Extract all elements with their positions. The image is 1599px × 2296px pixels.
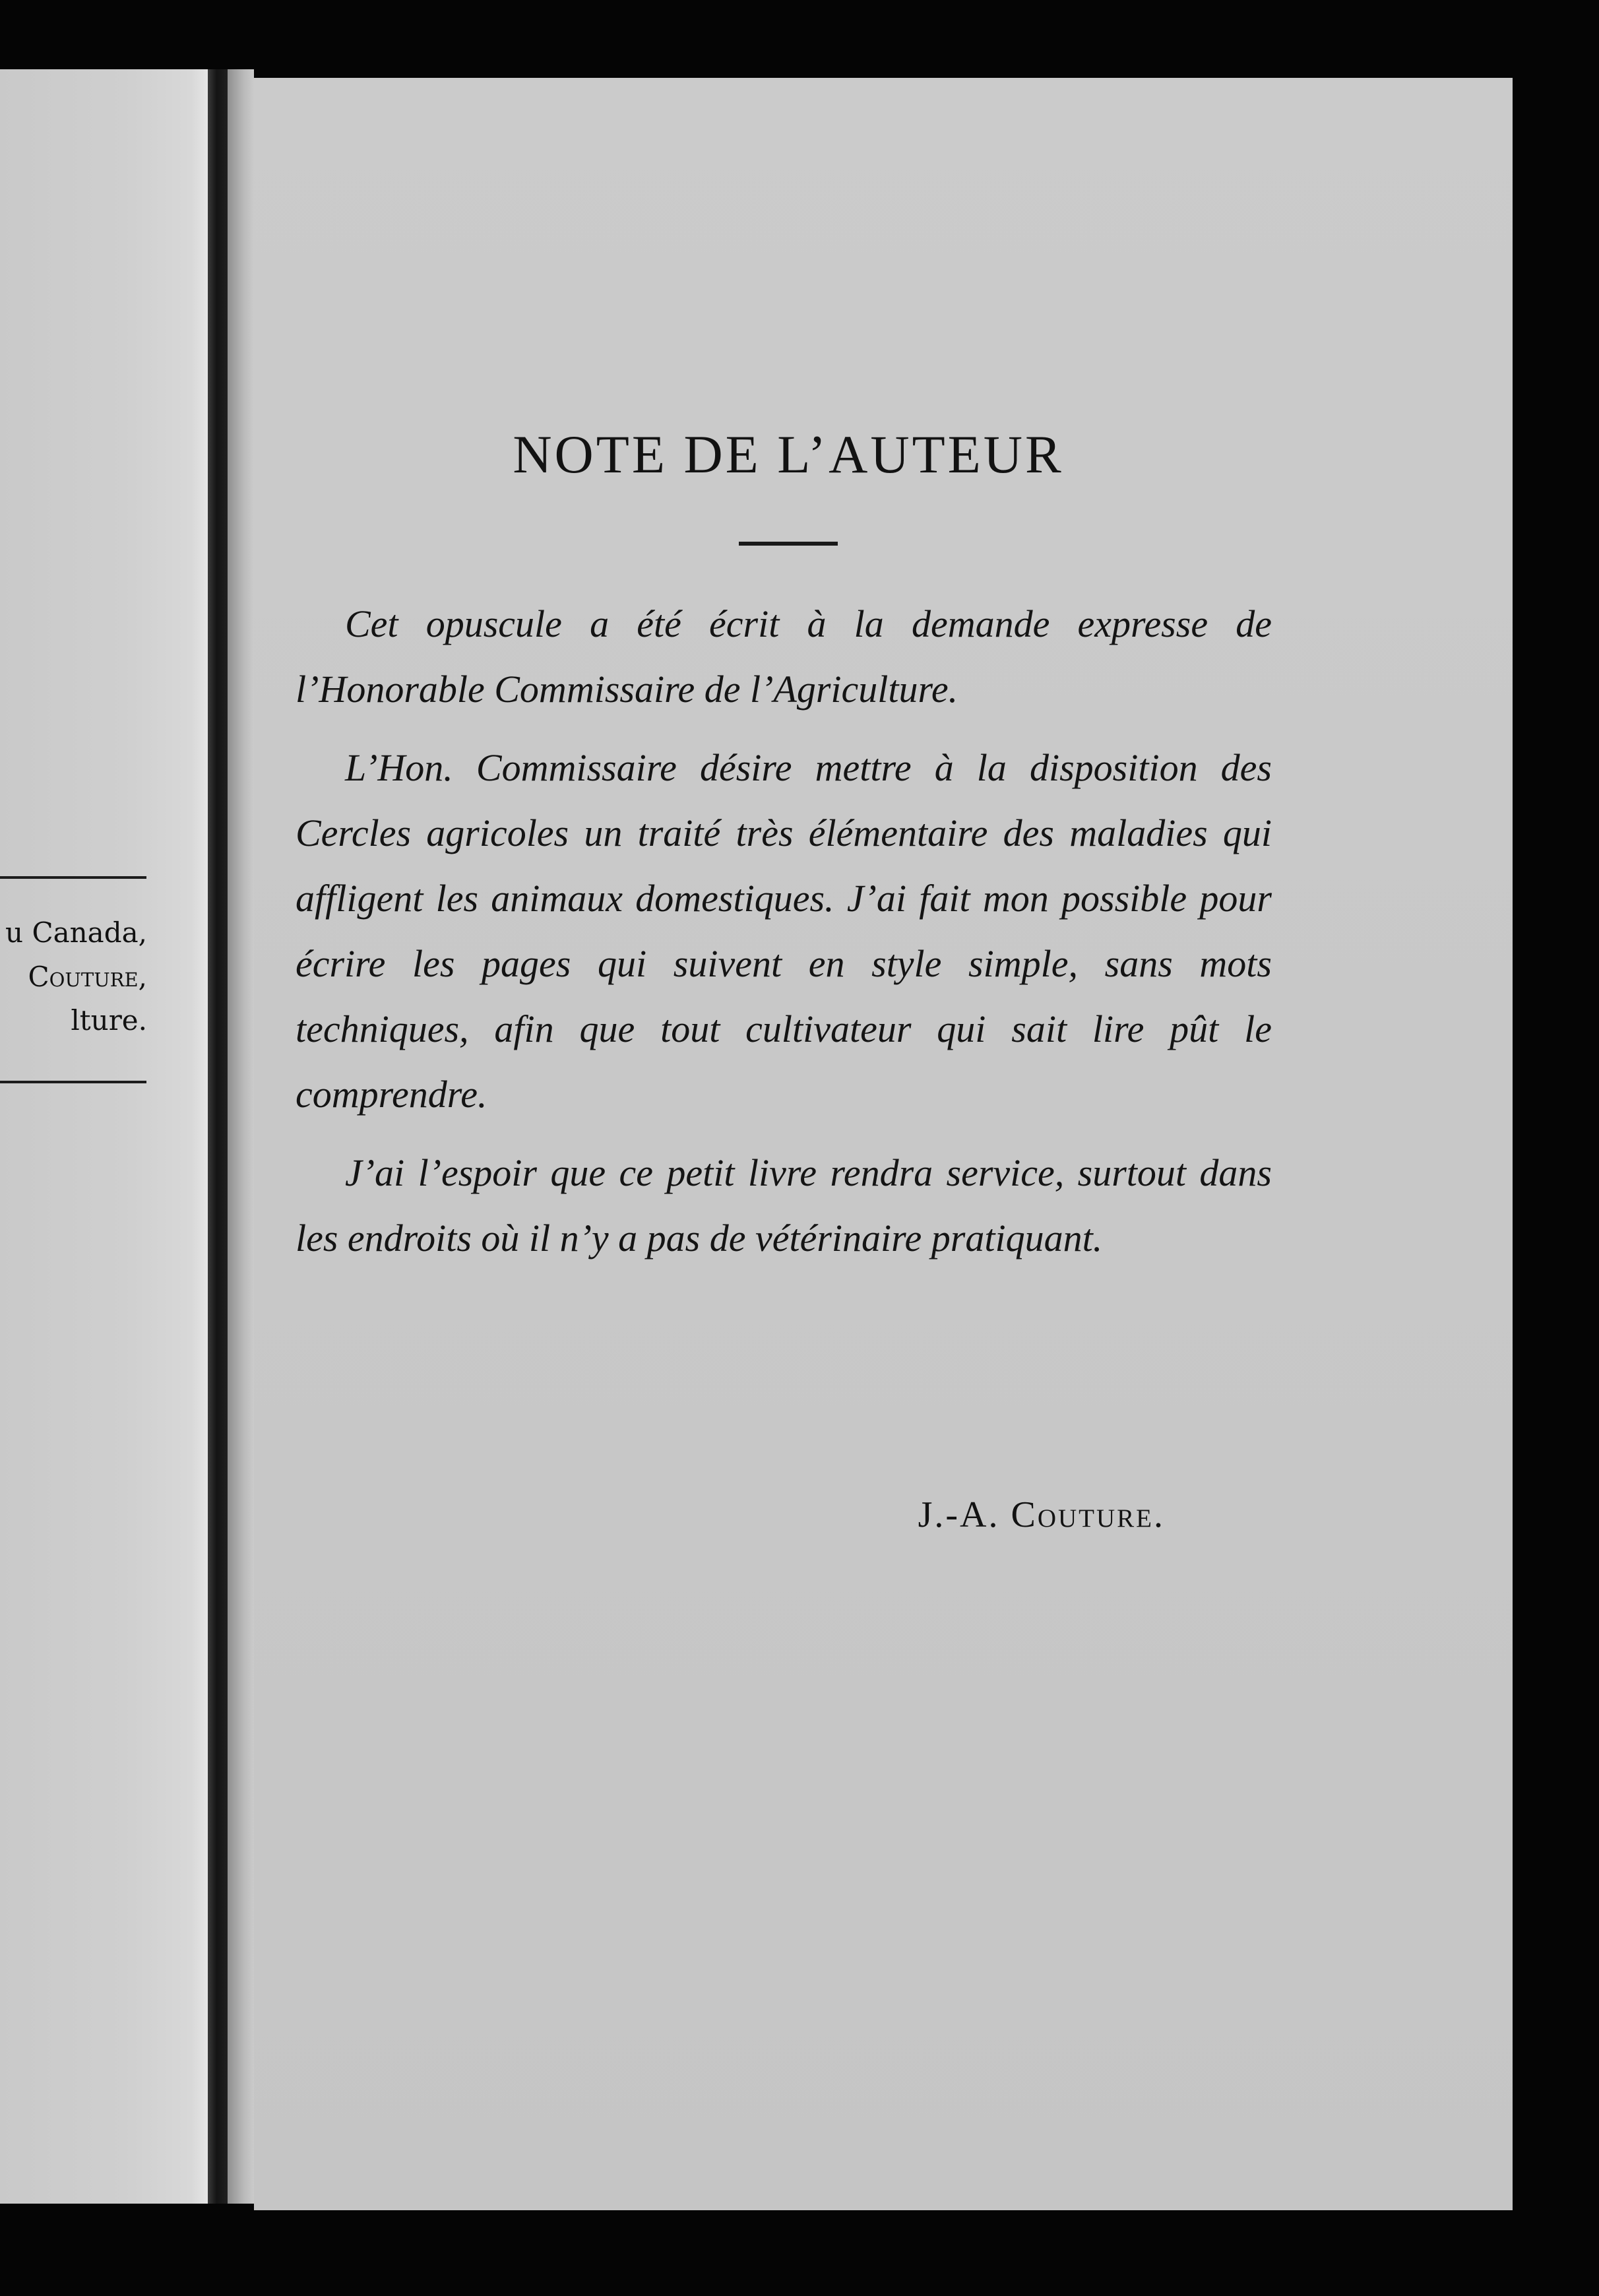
left-page-line-3: lture. — [71, 1004, 147, 1036]
left-page-line-1: u Canada, — [5, 916, 147, 949]
paragraph-3: J’ai l’espoir que ce petit livre rendra service, surtout dans les endroits où il n’y a pas de vétérinaire pratiquant. — [296, 1151, 1272, 1260]
title-divider — [739, 542, 838, 546]
left-page-fragment — [0, 69, 208, 2204]
paragraph-2: L’Hon. Commissaire désire mettre à la disposition des Cercles agricoles un traité très élémentaire des maladies qui affligent les animaux domestiques. J’ai fait mon possible pour écrire les pages qui suivent en style simple, sans mots techniques, afin que tout cultivateur qui sait lire pût le comprendre. — [296, 746, 1272, 1116]
page-title: NOTE DE L’AUTEUR — [513, 424, 1064, 484]
left-page-line-2: Couture, — [28, 961, 147, 993]
note-body — [296, 591, 1272, 1284]
book-spine-gutter — [208, 69, 228, 2204]
right-page — [254, 78, 1513, 2210]
gutter-shadow — [228, 69, 254, 2204]
paragraph-1: Cet opuscule a été écrit à la demande expresse de l’Honorable Commissaire de l’Agriculture. — [296, 602, 1272, 711]
left-page-rule-bottom — [0, 1081, 146, 1083]
author-signature: J.-A. Couture. — [918, 1494, 1165, 1535]
left-page-rule-top — [0, 876, 146, 879]
